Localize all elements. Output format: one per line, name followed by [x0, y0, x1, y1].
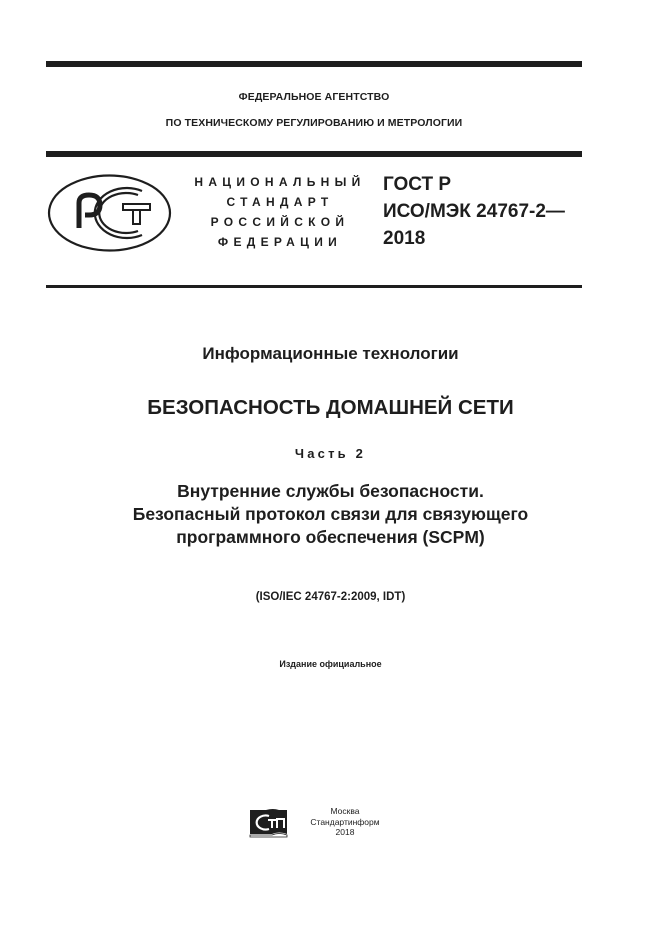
part-label: Часть 2: [294, 446, 367, 461]
bottom-rule: [46, 285, 582, 288]
publisher-city: Москва: [330, 806, 360, 816]
publisher-name: Стандартинформ: [310, 816, 380, 827]
standard-designation: [383, 171, 565, 252]
national-line-1: НАЦИОНАЛЬНЫЙ: [194, 175, 366, 189]
designation-line-1: ГОСТ Р: [383, 174, 452, 195]
designation-line-3: 2018: [383, 228, 426, 249]
rst-gost-logo-icon: [47, 173, 172, 253]
middle-rule: [46, 151, 582, 157]
agency-line-1: ФЕДЕРАЛЬНОЕ АГЕНТСТВО: [238, 91, 390, 103]
subtitle: [0, 480, 661, 549]
subtitle-line-2: Безопасный протокол связи для связующего: [132, 504, 529, 524]
main-title: БЕЗОПАСНОСТЬ ДОМАШНЕЙ СЕТИ: [147, 396, 514, 419]
national-line-4: ФЕДЕРАЦИИ: [217, 235, 343, 249]
designation-line-2: ИСО/МЭК 24767-2—: [383, 201, 565, 222]
subtitle-line-3: программного обеспечения (SCPM): [176, 527, 485, 547]
national-standard-label: [190, 172, 370, 252]
national-line-3: РОССИЙСКОЙ: [210, 215, 350, 229]
top-rule: [46, 61, 582, 67]
agency-line-2: ПО ТЕХНИЧЕСКОМУ РЕГУЛИРОВАНИЮ И МЕТРОЛОГИИ: [165, 117, 463, 129]
subtitle-line-1: Внутренние службы безопасности.: [177, 481, 484, 501]
standartinform-logo-icon: [249, 808, 289, 838]
field-title: Информационные технологии: [202, 344, 459, 363]
national-line-2: СТАНДАРТ: [226, 195, 334, 209]
iso-reference: (ISO/IEC 24767-2:2009, IDT): [255, 591, 406, 603]
publisher-year: 2018: [335, 827, 355, 837]
edition-label: Издание официальное: [279, 659, 382, 669]
publisher-info: [300, 806, 390, 838]
